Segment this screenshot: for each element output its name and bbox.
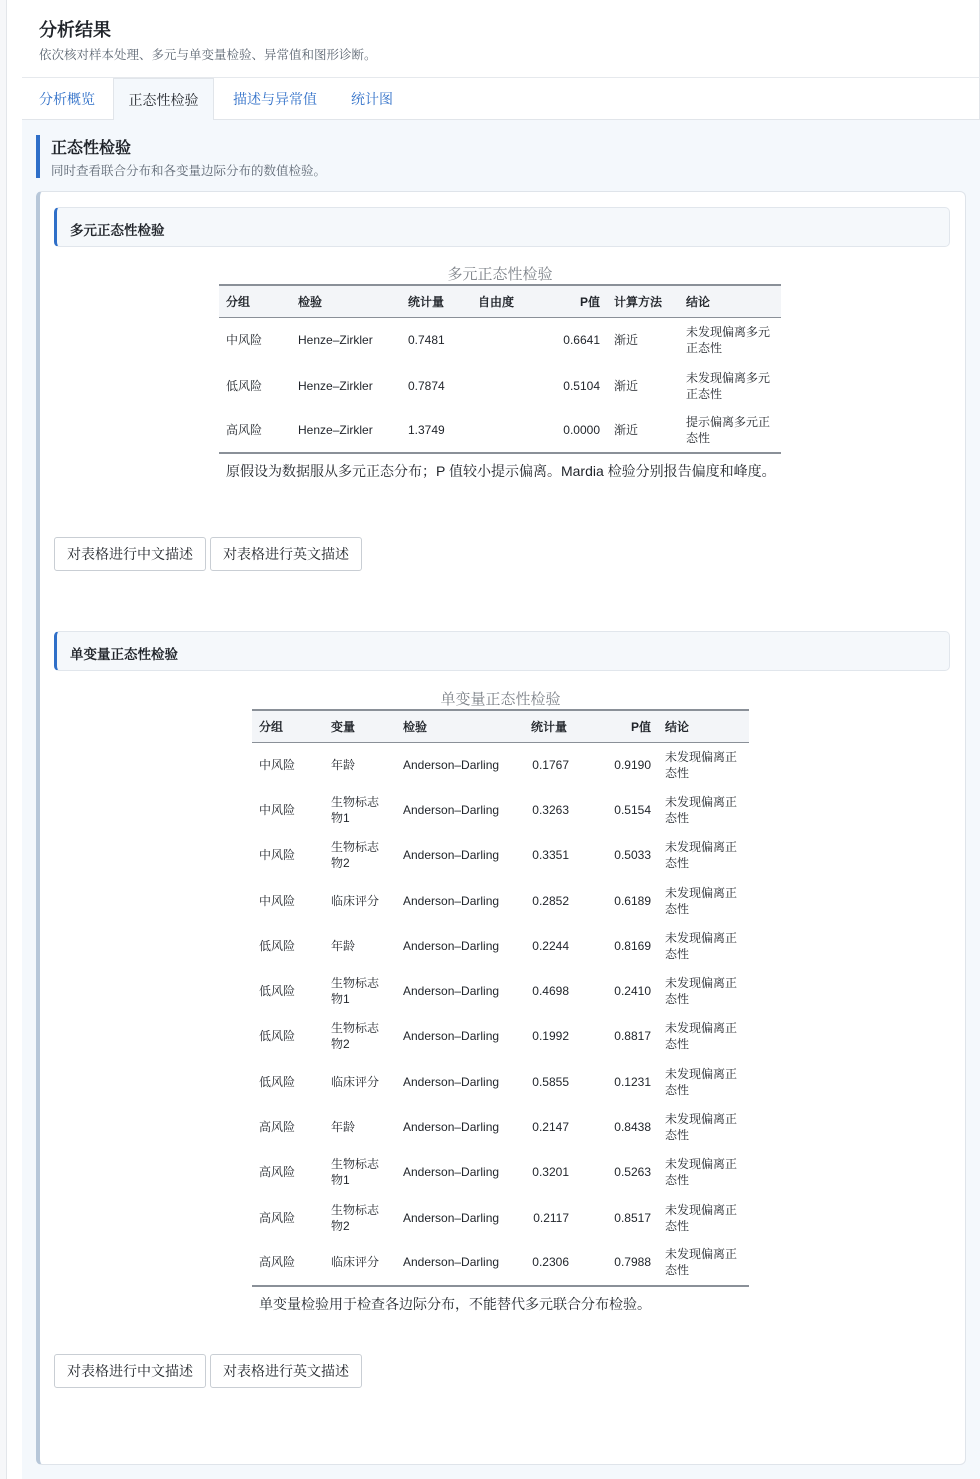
cell: 0.0000 — [541, 408, 607, 453]
univariate-heading — [54, 631, 950, 671]
col-header: P值 — [576, 710, 658, 742]
cell — [471, 408, 541, 453]
col-header: 自由度 — [471, 285, 541, 317]
cell: Anderson–Darling — [403, 893, 500, 908]
section-subtitle: 同时查看联合分布和各变量边际分布的数值检验。 — [51, 164, 327, 178]
cell: 高风险 — [259, 1120, 296, 1135]
cell: 高风险 — [259, 1165, 296, 1180]
cell: 0.8169 — [614, 938, 651, 953]
cell: 渐近 — [614, 333, 639, 348]
cell: 0.4698 — [532, 984, 569, 999]
results-header — [22, 0, 980, 78]
table-row — [219, 317, 781, 363]
cell: 临床评分 — [324, 1240, 396, 1285]
cell: Henze–Zirkler — [298, 378, 373, 393]
cell: Henze–Zirkler — [298, 333, 373, 348]
table-row — [252, 923, 749, 968]
cell: 0.8517 — [614, 1210, 651, 1225]
cell: 0.2117 — [533, 1210, 569, 1225]
col-header: 结论 — [679, 285, 781, 317]
cell: 0.8438 — [614, 1120, 651, 1135]
univariate-table-caption: 单变量正态性检验 — [440, 691, 561, 708]
section-accent-bar — [36, 135, 40, 178]
cell: 0.9190 — [614, 757, 651, 772]
cell: 年龄 — [331, 938, 356, 953]
cell: Anderson–Darling — [403, 984, 500, 999]
table-row — [252, 1014, 749, 1059]
cell: Anderson–Darling — [403, 1210, 500, 1225]
tab-descriptive-outliers[interactable]: 描述与异常值 — [233, 91, 317, 107]
cell: 0.2852 — [532, 893, 569, 908]
cell: 未发现偏离多元正态性 — [686, 370, 771, 401]
univariate-heading-label: 单变量正态性检验 — [70, 647, 178, 662]
col-header: 分组 — [219, 285, 291, 317]
cell: Henze–Zirkler — [291, 408, 401, 453]
cell: 0.1992 — [532, 1029, 569, 1044]
cell: Anderson–Darling — [403, 1074, 500, 1089]
describe-table-english-button[interactable]: 对表格进行英文描述 — [210, 537, 362, 571]
cell: 中风险 — [259, 802, 296, 817]
cell: 未发现偏离多元正态性 — [686, 325, 771, 356]
cell: 临床评分 — [331, 1074, 380, 1089]
cell: 0.2244 — [532, 938, 569, 953]
describe-table-chinese-button[interactable]: 对表格进行中文描述 — [54, 1354, 206, 1388]
cell: 渐近 — [614, 378, 639, 393]
cell: 生物标志物1 — [331, 794, 380, 825]
cell: 0.5154 — [614, 802, 651, 817]
cell: 提示偏离多元正态性 — [679, 408, 781, 453]
table-row — [252, 1240, 749, 1285]
cell — [471, 317, 541, 363]
cell: 未发现偏离正态性 — [665, 749, 738, 780]
cell: 0.2306 — [524, 1240, 576, 1285]
cell: Anderson–Darling — [403, 1165, 500, 1180]
table-row — [252, 968, 749, 1013]
cell: 0.5104 — [563, 378, 600, 393]
cell: Anderson–Darling — [403, 1029, 500, 1044]
cell: 0.7481 — [408, 333, 445, 348]
multivariate-heading-label: 多元正态性检验 — [70, 223, 165, 238]
cell: Anderson–Darling — [403, 848, 500, 863]
tab-normality[interactable]: 正态性检验 — [113, 78, 214, 121]
cell: 0.1231 — [614, 1074, 651, 1089]
col-header: P值 — [541, 285, 607, 317]
table-row — [252, 1195, 749, 1240]
cell: Anderson–Darling — [403, 1120, 500, 1135]
cell: 低风险 — [226, 378, 263, 393]
cell: 未发现偏离正态性 — [665, 930, 738, 961]
cell: 临床评分 — [331, 893, 380, 908]
table-row — [252, 1104, 749, 1149]
cell: 高风险 — [219, 408, 291, 453]
cell: 生物标志物1 — [331, 976, 380, 1007]
univariate-table — [252, 709, 749, 1287]
cell: 0.6641 — [563, 333, 600, 348]
cell: 中风险 — [226, 333, 263, 348]
cell: 0.2147 — [532, 1120, 569, 1135]
cell: 0.3351 — [532, 848, 569, 863]
cell: 1.3749 — [401, 408, 471, 453]
tab-panel-normality — [22, 120, 980, 1479]
cell: 0.8817 — [614, 1029, 651, 1044]
col-header: 结论 — [658, 710, 749, 742]
cell: 低风险 — [259, 1074, 296, 1089]
multivariate-table-note: 原假设为数据服从多元正态分布；P 值较小提示偏离。Mardia 检验分别报告偏度和峰度。 — [226, 463, 776, 479]
cell: 生物标志物2 — [331, 1202, 380, 1233]
describe-table-chinese-button[interactable]: 对表格进行中文描述 — [54, 537, 206, 571]
cell: 未发现偏离正态性 — [658, 1240, 749, 1285]
cell: 高风险 — [259, 1210, 296, 1225]
cell: Anderson–Darling — [396, 1240, 524, 1285]
cell: 0.3201 — [532, 1165, 569, 1180]
cell: 生物标志物2 — [331, 1021, 380, 1052]
cell: 0.5033 — [614, 848, 651, 863]
table-row — [252, 1059, 749, 1104]
cell: 低风险 — [259, 938, 296, 953]
cell: 年龄 — [331, 1120, 356, 1135]
col-header: 变量 — [324, 710, 396, 742]
cell: 中风险 — [259, 893, 296, 908]
cell: 生物标志物2 — [331, 840, 380, 871]
cell: 未发现偏离正态性 — [665, 1157, 738, 1188]
cell: 未发现偏离正态性 — [665, 1021, 738, 1052]
cell: 0.1767 — [532, 757, 569, 772]
table-row — [252, 1150, 749, 1195]
cell: 未发现偏离正态性 — [665, 840, 738, 871]
table-row — [252, 878, 749, 923]
tab-bar — [22, 78, 980, 120]
univariate-table-body — [252, 742, 749, 1286]
table-row — [252, 833, 749, 878]
cell: 未发现偏离正态性 — [665, 976, 738, 1007]
cell: 0.7874 — [408, 378, 445, 393]
cell: 渐近 — [607, 408, 679, 453]
cell: Anderson–Darling — [403, 802, 500, 817]
cell: 0.6189 — [614, 893, 651, 908]
table-row — [252, 742, 749, 787]
cell: 0.5263 — [614, 1165, 651, 1180]
cell: 低风险 — [259, 1029, 296, 1044]
table-row — [252, 787, 749, 832]
page-subtitle: 依次核对样本处理、多元与单变量检验、异常值和图形诊断。 — [39, 48, 377, 62]
table-row — [219, 408, 781, 453]
cell: 0.2410 — [614, 984, 651, 999]
cell — [471, 363, 541, 408]
cell: 未发现偏离正态性 — [665, 1066, 738, 1097]
col-header: 分组 — [252, 710, 324, 742]
section-title: 正态性检验 — [51, 140, 132, 157]
cell: 中风险 — [259, 757, 296, 772]
cell: 0.5855 — [532, 1074, 569, 1089]
page-title: 分析结果 — [39, 20, 111, 40]
cell: 未发现偏离正态性 — [665, 1202, 738, 1233]
col-header: 检验 — [291, 285, 401, 317]
cell: 未发现偏离正态性 — [665, 1112, 738, 1143]
tab-overview[interactable]: 分析概览 — [39, 91, 95, 107]
multivariate-table-caption: 多元正态性检验 — [447, 266, 553, 283]
multivariate-table — [219, 284, 781, 454]
page — [6, 0, 980, 1479]
col-header: 统计量 — [401, 285, 471, 317]
cell: Anderson–Darling — [403, 938, 500, 953]
cell: Anderson–Darling — [403, 757, 500, 772]
cell: 0.7988 — [576, 1240, 658, 1285]
cell: 高风险 — [252, 1240, 324, 1285]
cell: 中风险 — [259, 848, 296, 863]
table-row — [219, 363, 781, 408]
cell: 低风险 — [259, 984, 296, 999]
multivariate-heading — [54, 207, 950, 247]
cell: 生物标志物1 — [331, 1157, 380, 1188]
results-card — [36, 191, 966, 1465]
col-header: 计算方法 — [607, 285, 679, 317]
cell: 年龄 — [331, 757, 356, 772]
col-header: 检验 — [396, 710, 524, 742]
univariate-table-note: 单变量检验用于检查各边际分布，不能替代多元联合分布检验。 — [259, 1296, 651, 1312]
cell: 未发现偏离正态性 — [665, 794, 738, 825]
cell: 未发现偏离正态性 — [665, 885, 738, 916]
col-header: 统计量 — [524, 710, 576, 742]
cell: 0.3263 — [532, 802, 569, 817]
describe-table-english-button[interactable]: 对表格进行英文描述 — [210, 1354, 362, 1388]
tab-charts[interactable]: 统计图 — [351, 91, 393, 107]
